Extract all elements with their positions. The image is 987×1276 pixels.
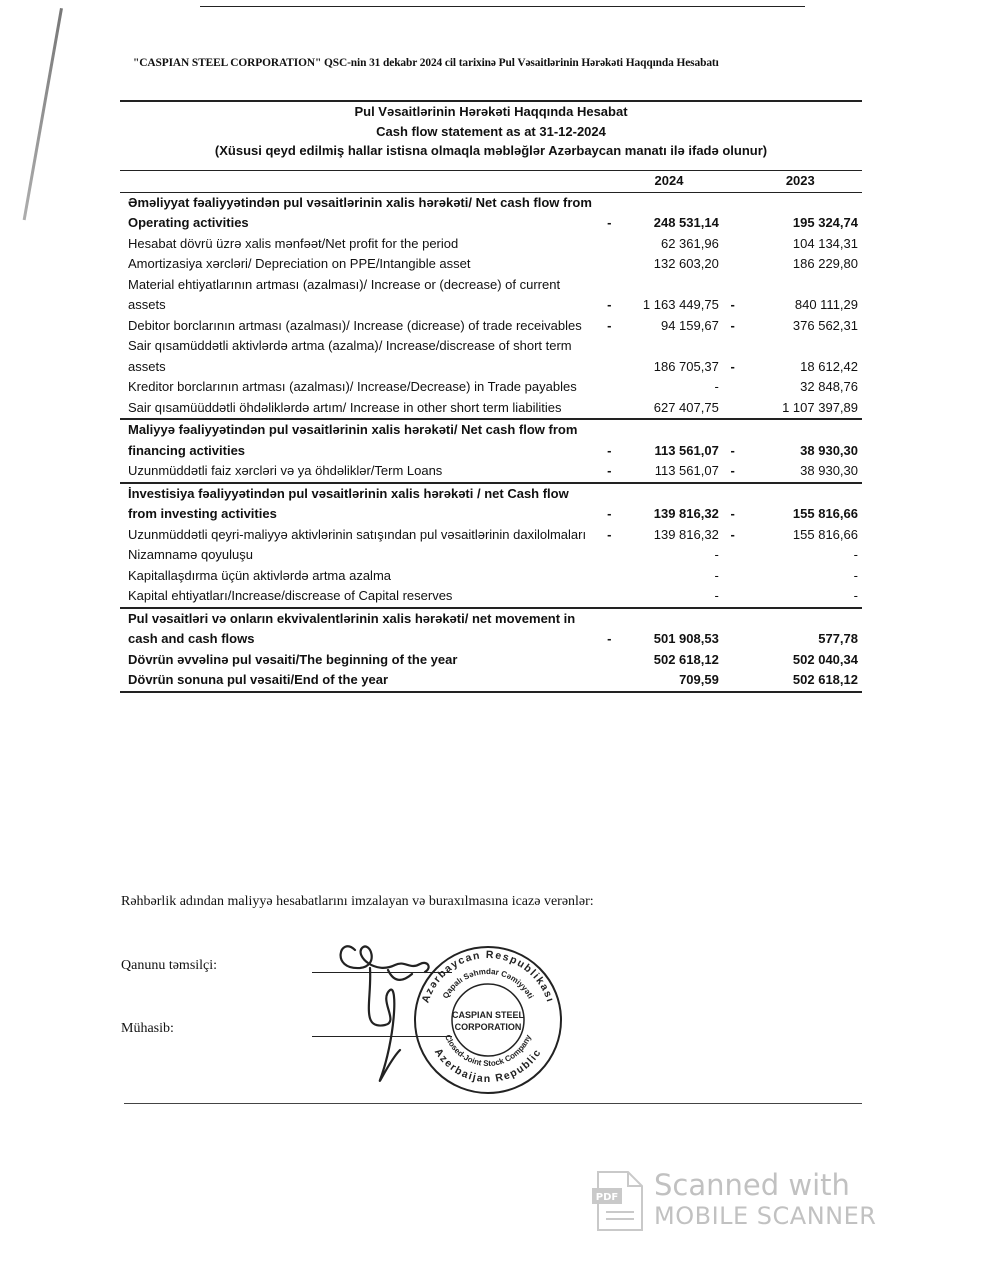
table-row: Əməliyyat fəaliyyətindən pul vəsaitlərinin xalis hərəkəti/ Net cash flow from Operating activities - 248 531,14 195 324,74 (128, 194, 858, 230)
table-row: Pul vəsaitləri və onların ekvivalentlərinin xalis hərəkəti/ net movement in cash and cash flows - 501 908,53 577,78 (120, 608, 862, 650)
table-row: Debitor borclarının artması (azalması)/ Increase (dicrease) of trade receivables - 94 159,67 - 376 562,31 (128, 317, 858, 333)
table-header-row (120, 171, 862, 193)
svg-text:Azərbaycan Respublikası (420, 949, 557, 1005)
scanner-watermark (592, 1168, 892, 1238)
watermark-line-2: MOBILE SCANNER (654, 1202, 877, 1230)
table-row: Material ehtiyatlarının artması (azalması)/ Increase or (decrease) of current assets - 1 163 449,75 - 840 111,29 (128, 276, 858, 312)
table-row: İnvestisiya fəaliyyətindən pul vəsaitlərinin xalis hərəkəti / net Cash flow from investing activities - 139 816,32 - 155 816,66 (120, 483, 862, 525)
company-stamp (412, 944, 564, 1096)
table-row: Uzunmüddətli faiz xərcləri və ya öhdəliklər/Term Loans - 113 561,07 - 38 930,30 (120, 461, 862, 483)
column-2024: 2024 (619, 171, 723, 193)
stamp-outer-bottom-text: Azerbaijan Republic (431, 1046, 545, 1086)
document-header: "CASPIAN STEEL CORPORATION" QSC-nin 31 dekabr 2024 cil tarixinə Pul Vəsaitlərinin Hərəkəti Haqqında Hesabatı (133, 57, 719, 69)
svg-text:CORPORATION: CORPORATION (454, 1022, 522, 1032)
stamp-inner-text: Qapalı Səhmdar Cəmiyyəti (440, 966, 536, 1001)
title-en: Cash flow statement as at 31-12-2024 (376, 123, 606, 139)
pdf-document-icon (592, 1170, 644, 1232)
statement-title-block (120, 100, 862, 161)
stamp-inner-bottom-text: Closed-Joint Stock Company (443, 1033, 533, 1069)
table-row: Uzunmüddətli qeyri-maliyyə aktivlərinin satışından pul vəsaitlərinin daxilolmaları - 139 816,32 - 155 816,66 (128, 526, 858, 542)
title-az: Pul Vəsaitlərinin Hərəkəti Haqqında Hesabat (354, 104, 628, 119)
accountant-label: Mühasib: (121, 1021, 174, 1036)
scan-streak (23, 8, 63, 220)
stamp-outer-top-text: Azərbaycan Respublikası (419, 948, 557, 1005)
cash-flow-table (120, 170, 862, 693)
table-row: Hesabat dövrü üzrə xalis mənfəət/Net profit for the period 62 361,96 104 134,31 (128, 235, 858, 251)
table-row: Kreditor borclarının artması (azalması)/ Increase/Decrease) in Trade payables - 32 848,76 (128, 379, 858, 394)
table-row: Dövrün sonuna pul vəsaiti/End of the year 709,59 502 618,12 (120, 670, 862, 692)
table-row: Nizamnamə qoyuluşu - - (128, 547, 858, 562)
column-2023: 2023 (743, 171, 862, 193)
table-row: Sair qısamüüddətli öhdəliklərdə artım/ Increase in other short term liabilities 627 407,75 1 107 397,89 (128, 399, 858, 415)
top-rule (200, 6, 805, 7)
bottom-rule (124, 1103, 862, 1104)
svg-text:CASPIAN STEEL: CASPIAN STEEL (451, 1010, 525, 1020)
watermark-line-1: Scanned with (654, 1168, 850, 1202)
table-row: Amortizasiya xərcləri/ Depreciation on PPE/Intangible asset 132 603,20 186 229,80 (128, 256, 858, 271)
currency-note: (Xüsusi qeyd edilmiş hallar istisna olmaqla məbləğlər Azərbaycan manatı ilə ifadə olunur) (214, 143, 768, 158)
table-row: Dövrün əvvəlinə pul vəsaiti/The beginning of the year 502 618,12 502 040,34 (128, 651, 858, 667)
table-row: Sair qısamüddətli aktivlərdə artma (azalma)/ Increase/discrease of short term assets 186 705,37 - 18 612,42 (128, 338, 858, 374)
legal-representative-label: Qanunu təmsilçi: (121, 958, 218, 973)
table-row: Kapital ehtiyatları/Increase/discrease of Capital reserves - - (128, 588, 858, 603)
table-row: Maliyyə fəaliyyətindən pul vəsaitlərinin xalis hərəkəti/ Net cash flow from financing activities - 113 561,07 - 38 930,30 (120, 419, 862, 461)
svg-text:PDF: PDF (595, 1192, 619, 1203)
table-row: Kapitallaşdırma üçün aktivlərdə artma azalma - - (128, 567, 858, 583)
signatures-intro: Rəhbərlik adından maliyyə hesabatlarını imzalayan və buraxılmasına icazə verənlər: (121, 894, 594, 909)
